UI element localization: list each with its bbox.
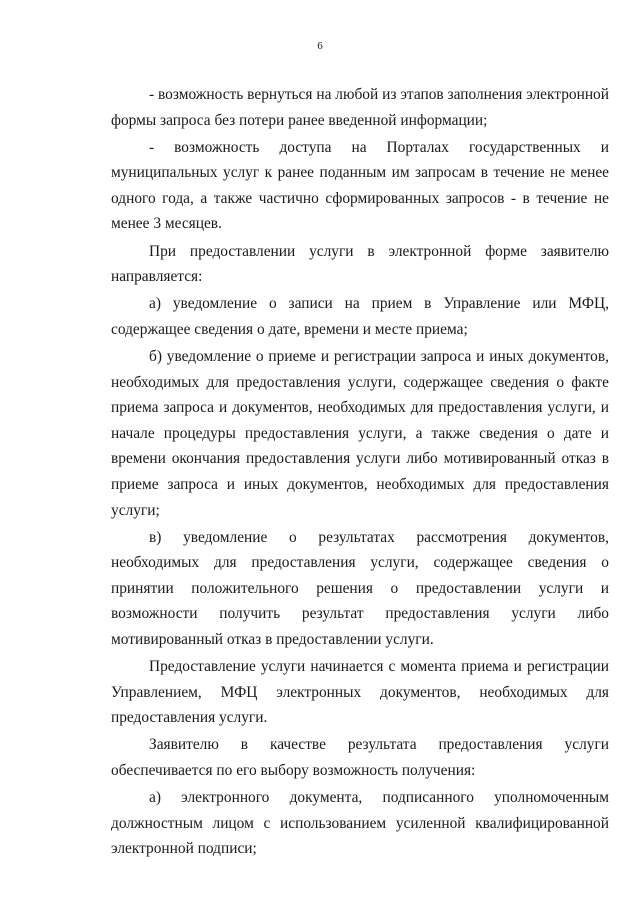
paragraph-service-start: Предоставление услуги начинается с момента приема и регистрации Управлением, МФЦ электронных документов, необходимых для предоставления услуги. (111, 658, 609, 727)
paragraph-portal-access: - возможность доступа на Порталах государственных и муниципальных услуг к ранее поданным им запросам в течение не менее одного года, а также частично сформированных запросов - в течение не менее 3 месяцев. (111, 138, 609, 233)
paragraph-option-a-electronic-doc: а) электронного документа, подписанного уполномоченным должностным лицом с использованием усиленной квалифицированной электронной подписи; (111, 789, 609, 858)
paragraph-result-options: Заявителю в качестве результата предоставления услуги обеспечивается по его выбору возможность получения: (111, 736, 609, 779)
paragraph-return-to-stage: - возможность вернуться на любой из этапов заполнения электронной формы запроса без потери ранее введенной информации; (111, 86, 609, 129)
paragraph-item-b-registration: б) уведомление о приеме и регистрации запроса и иных документов, необходимых для предоставления услуги, содержащее сведения о факте приема запроса и документов, необходимых для предоставления услуги, и начале процедуры предоставления услуги, а также сведения о дате и времени окончания предоставления услуги либо мотивированный отказ в приеме запроса и иных документов, необходимых для предоставления услуги; (111, 347, 609, 519)
page-number: 6 (317, 40, 323, 52)
paragraph-electronic-notice-intro: При предоставлении услуги в электронной форме заявителю направляется: (111, 242, 609, 286)
document-body (111, 82, 609, 863)
paragraph-item-c-results: в) уведомление о результатах рассмотрения документов, необходимых для предоставления услуги, содержащее сведения о принятии положительного решения о предоставлении услуги и возможности получить результат предоставления услуги либо мотивированный отказ в предоставлении услуги. (111, 528, 609, 648)
paragraph-item-a-appointment: а) уведомление о записи на прием в Управление или МФЦ, содержащее сведения о дате, времени и месте приема; (111, 295, 609, 338)
